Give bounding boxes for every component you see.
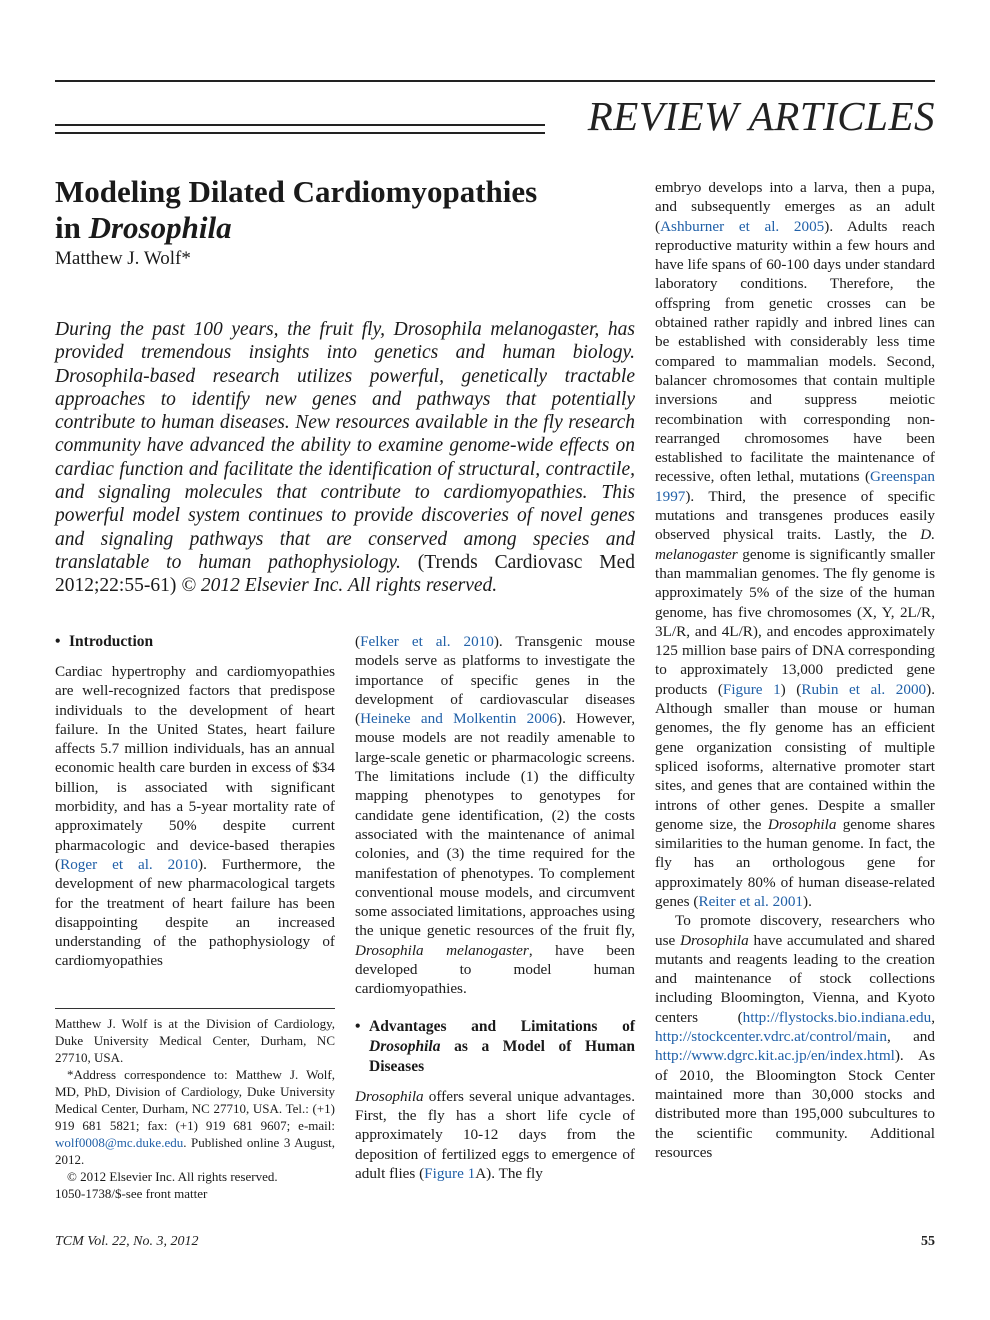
reference-link[interactable]: Rubin et al. 2000 xyxy=(801,680,927,698)
abstract-copyright: © 2012 Elsevier Inc. All rights reserved. xyxy=(181,575,498,597)
author-name: Matthew J. Wolf* xyxy=(55,248,191,269)
species-name: Drosophila melanogaster xyxy=(355,941,529,959)
column-3 xyxy=(655,178,935,1162)
text-run: ). As of 2010, the Bloomington Stock Center maintained more than 30,000 stocks and distributed more than 195,000 subcultures to the scientific community. Additional resources xyxy=(655,1047,935,1161)
species-name: Drosophila xyxy=(767,815,837,833)
species-name: D. melanogaster xyxy=(655,526,935,563)
text-run: as a Model of Human Diseases xyxy=(369,1037,635,1075)
footnote-issn: 1050-1738/$-see front matter xyxy=(55,1186,208,1201)
header-rule-top xyxy=(55,80,935,82)
section-label: REVIEW ARTICLES xyxy=(587,93,935,139)
text-run: Cardiac hypertrophy and cardiomyopathies are well-recognized factors that predispose individuals to the development of heart failure. In the United States, heart failure affects 5.7 million individuals, has an annual economic health care burden in excess of $34 billion, is associated with significant morbidity, and has a 5-year mortality rate of approximately 50% despite current pharmacologic and device-based therapies ( xyxy=(55,663,335,873)
text-run: ). Furthermore, the development of new pharmacological targets for the treatment of heart failure has been disappointing despite an increased understanding of the pathophysiology of cardiomyopathies xyxy=(55,855,335,970)
text-run: ). Third, the presence of specific mutations and transgenes produces easily observed physical traits. Lastly, the xyxy=(655,487,935,544)
figure-link[interactable]: Figure 1 xyxy=(722,680,781,698)
text-run: ). Although smaller than mouse or human genomes, the fly genome has an efficient gene organization consisting of multiple spliced isoforms, alternative promoter start sites, and genes that are contained within the introns of other genes. Despite a smaller genome size, the xyxy=(655,680,935,833)
text-run: genome is significantly smaller than mammalian genomes. The fly genome is approximately 5% of the size of the human genome, has five chromosomes (X, Y, 2L/R, 3L/R, and 4L/R), and encodes approximately 125 million base pairs of DNA corresponding to approximately 13,000 predicted gene products ( xyxy=(655,545,935,698)
footnote-correspondence xyxy=(55,1066,335,1168)
column-1 xyxy=(55,632,335,971)
text-run: ( xyxy=(355,633,361,650)
journal-footer: TCM Vol. 22, No. 3, 2012 xyxy=(55,1234,199,1249)
header-rule-double-2 xyxy=(55,132,545,134)
footnote-affiliation: Matthew J. Wolf is at the Division of Cardiology, Duke University Medical Center, Durham, NC 27710, USA. xyxy=(55,1016,335,1065)
reference-link[interactable]: Felker et al. 2010 xyxy=(360,633,494,650)
url-link[interactable]: http://stockcenter.vdrc.at/control/main xyxy=(655,1028,887,1046)
section-heading-advantages xyxy=(355,1017,635,1077)
title-in: in xyxy=(55,210,89,245)
heading-text: Introduction xyxy=(69,633,154,650)
reference-link[interactable]: Greenspan 1997 xyxy=(655,468,935,505)
section-heading-introduction xyxy=(55,632,335,652)
paragraph xyxy=(355,632,635,999)
footnote-copyright: © 2012 Elsevier Inc. All rights reserved. xyxy=(67,1169,278,1184)
bullet-icon: • xyxy=(355,1017,361,1035)
abstract-text: During the past 100 years, the fruit fly, Drosophila melanogaster, has provided tremendous insights into genetics and human biology. Drosophila-based research utilizes powerful, genetically tractable approaches to identify new genes and pathways that potentially contribute to human diseases. New resources available in the fly research community have advanced the ability to examine genome-wide effects on cardiac function and facilitate the identification of structural, contractile, and signaling molecules that contribute to cardiomyopathies. This powerful model system continues to provide discoveries of novel genes and signaling pathways that are conserved among species and translatable to human pathophysiology. xyxy=(55,319,635,573)
text-run: . Published online 3 August, 2012. xyxy=(55,1135,335,1167)
intro-paragraph xyxy=(55,662,335,971)
paragraph xyxy=(355,1087,635,1183)
email-link[interactable]: wolf0008@mc.duke.edu xyxy=(55,1135,184,1150)
abstract xyxy=(55,318,635,598)
page-number: 55 xyxy=(921,1234,935,1249)
title-line1: Modeling Dilated Cardiomyopathies xyxy=(55,174,538,209)
species-name: Drosophila xyxy=(680,931,749,949)
text-run: , xyxy=(931,1008,935,1026)
url-link[interactable]: http://flystocks.bio.indiana.edu xyxy=(742,1008,932,1026)
reference-link[interactable]: Heineke and Molkentin 2006 xyxy=(360,710,558,728)
reference-link[interactable]: Ashburner et al. 2005 xyxy=(660,217,825,235)
title-italic: Drosophila xyxy=(88,210,232,245)
text-run: , have been developed to model human cardiomyopathies. xyxy=(355,941,635,998)
column-2 xyxy=(355,632,635,1183)
reference-link[interactable]: Roger et al. 2010 xyxy=(60,855,199,873)
text-run: have accumulated and shared mutants and reagents leading to the creation and maintenance of stock collections including Bloomington, Vienna, and Kyoto centers ( xyxy=(655,931,935,1026)
text-run: ). However, mouse models are not readily amenable to large-scale genetic or pharmacologic screens. The limitations include (1) the difficulty mapping phenotypes to genotypes for candidate gene identification, (2) the costs associated with the maintenance of animal colonies, and (3) the time required for the manifestation of phenotypes. To complement conventional mouse models, and circumvent some associated limitations, approaches using the unique genetic resources of the fruit fly, xyxy=(355,710,635,940)
figure-link[interactable]: Figure 1 xyxy=(424,1164,476,1182)
text-run: *Address correspondence to: Matthew J. Wolf, MD, PhD, Division of Cardiology, Duke University Medical Center, Durham, NC 27710, USA. Tel.: (+1) 919 681 5821; fax: (+1) 919 681 9607; e-mail: xyxy=(55,1067,335,1133)
abstract-citation: (Trends Cardiovasc Med 2012;22:55-61) xyxy=(55,551,636,597)
text-run: ). Adults reach reproductive maturity within a few hours and have life spans of 60-100 days under standard laboratory conditions. Therefore, the offspring from genetic crosses can be obtained rather rapidly and inbred lines can be established with considerably less time compared to mammalian models. Second, balancer chromosomes that contain multiple inversions and suppress meiotic recombination with corresponding non-rearranged chromosomes have been established to facilitate the maintenance of recessive, often lethal, mutations ( xyxy=(655,217,935,486)
text-run: A). The fly xyxy=(475,1164,543,1182)
reference-link[interactable]: Reiter et al. 2001 xyxy=(698,892,804,910)
text-run: Advantages and Limitations of xyxy=(369,1017,635,1035)
text-run: ). xyxy=(803,892,812,910)
text-run: offers several unique advantages. First, the fly has a short life cycle of approximately 10-12 days from the deposition of fertilized eggs to emergence of adult flies ( xyxy=(355,1087,635,1182)
article-title xyxy=(55,174,615,246)
header-rule-double-1 xyxy=(55,124,545,126)
text-run: Drosophila xyxy=(369,1037,441,1055)
url-link[interactable]: http://www.dgrc.kit.ac.jp/en/index.html xyxy=(655,1047,895,1065)
species-name: Drosophila xyxy=(355,1087,424,1105)
text-run: ) ( xyxy=(780,680,802,698)
text-run: To promote discovery, researchers who use xyxy=(655,912,935,949)
paragraph xyxy=(655,178,935,911)
heading-text xyxy=(369,1017,635,1077)
text-run: genome shares similarities to the human genome. In fact, the fly has an orthologous gene for approximately 80% of human disease-related genes ( xyxy=(655,815,935,910)
text-run: ). Transgenic mouse models serve as platforms to investigate the importance of specific genes in the development of cardiovascular diseases ( xyxy=(355,633,635,728)
text-run: , and xyxy=(886,1028,935,1046)
bullet-icon: • xyxy=(55,633,61,650)
paragraph xyxy=(655,911,935,1162)
author-footnote xyxy=(55,1008,335,1202)
text-run: embryo develops into a larva, then a pupa, and subsequently emerges as an adult ( xyxy=(655,179,935,235)
